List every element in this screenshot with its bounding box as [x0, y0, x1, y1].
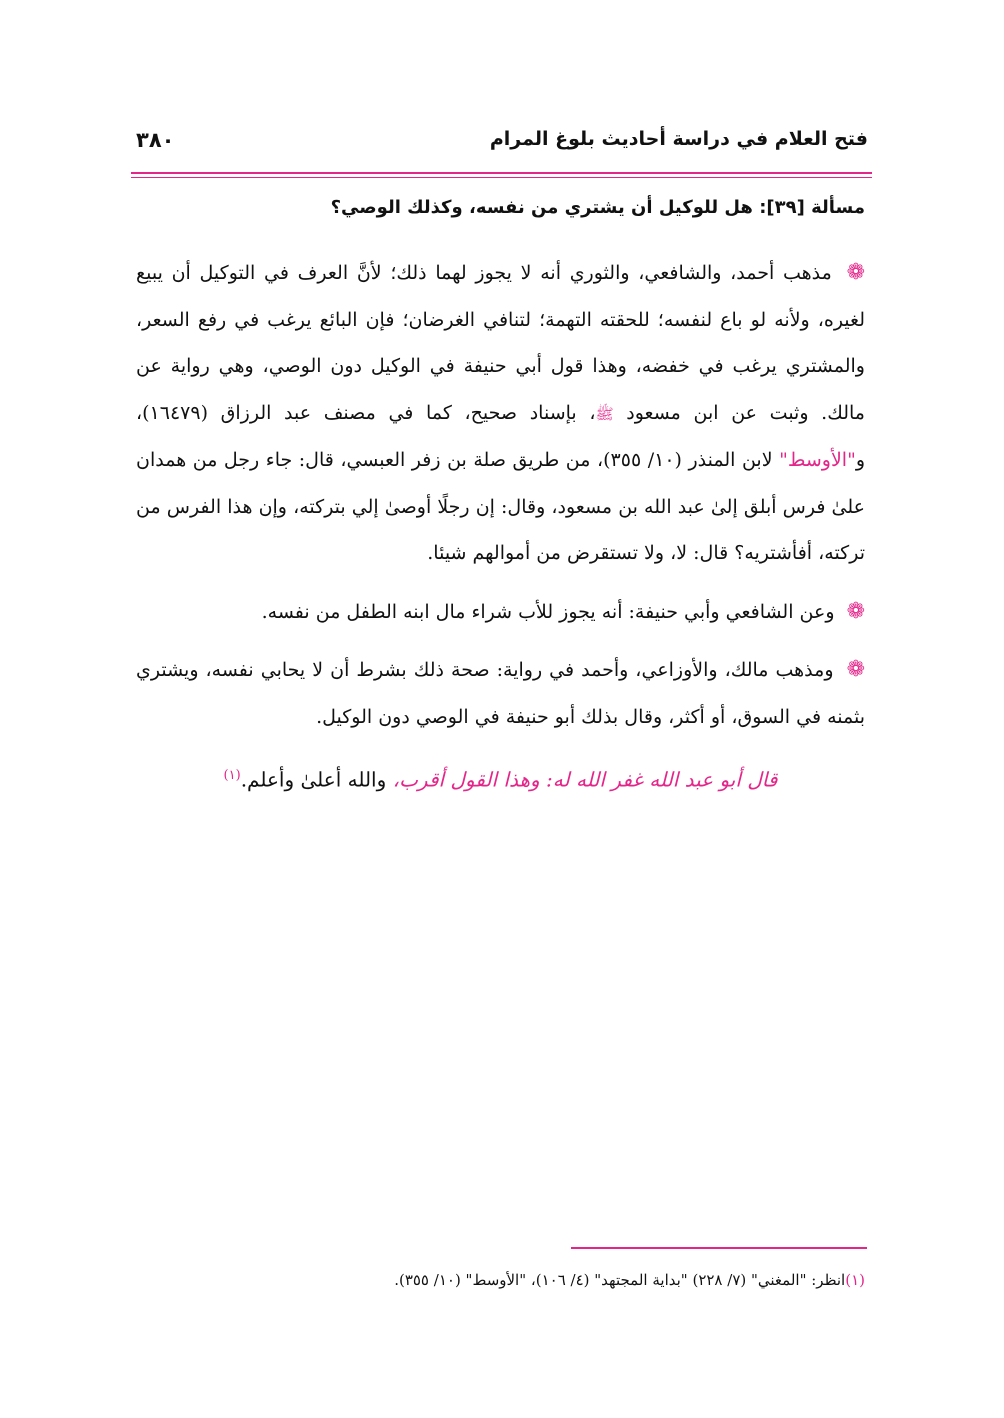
- flower-ornament-icon: ❁: [846, 260, 866, 285]
- paragraph-3-text: ومذهب مالك، والأوزاعي، وأحمد في رواية: صحة ذلك بشرط أن لا يحابي نفسه، ويشتري بثمنه في السوق، أو أكثر، وقال بذلك أبو حنيفة في الوصي دون الوكيل.: [136, 659, 865, 728]
- paragraph-2: [136, 589, 865, 636]
- footnote-reference[interactable]: (١): [223, 768, 241, 783]
- paragraph-1: [136, 250, 865, 577]
- main-text: [136, 190, 865, 800]
- paragraph-3: [136, 647, 865, 740]
- flower-ornament-icon: ❁: [846, 657, 865, 682]
- page-number: ٣٨٠: [136, 128, 175, 152]
- closing-statement: [136, 756, 865, 800]
- paragraph-2-text: وعن الشافعي وأبي حنيفة: أنه يجوز للأب شراء مال ابنه الطفل من نفسه.: [261, 600, 835, 623]
- footnote-text: انظر: "المغني" (٧/ ٢٢٨) "بداية المجتهد" (٤/ ١٠٦)، "الأوسط" (١٠/ ٣٥٥).: [394, 1271, 846, 1289]
- paragraph-1-text-b: ، بإسناد صحيح، كما في مصنف عبد الرزاق (١٦٤٧٩)، و: [136, 401, 865, 471]
- honorific-icon: ﷺ: [595, 404, 614, 423]
- issue-label: مسألة [٣٩]:: [759, 197, 865, 218]
- section-heading: [136, 190, 865, 226]
- flower-ornament-icon: ❁: [846, 598, 865, 624]
- footnote-number: (١): [845, 1271, 865, 1289]
- closing-end: والله أعلىٰ وأعلم.: [240, 767, 393, 792]
- author-remark: قال أبو عبد الله غفر الله له:: [546, 767, 778, 792]
- issue-question: هل للوكيل أن يشتري من نفسه، وكذلك الوصي؟: [330, 197, 753, 218]
- book-title-quote: "الأوسط": [779, 449, 856, 471]
- footnote-separator: [571, 1247, 867, 1249]
- footnote: [136, 1268, 865, 1292]
- paragraph-1-text-c: لابن المنذر (١٠/ ٣٥٥)، من طريق صلة بن زفر العبسي، قال: جاء رجل من همدان علىٰ فرس أبلق إلىٰ عبد الله بن مسعود، وقال: إن رجلًا أوصىٰ إلي بتركته، وإن هذا الفرس من تركته، أفأشتريه؟ قال: لا، ولا تستقرض من أموالهم شيئا.: [136, 449, 865, 564]
- running-header: [136, 128, 868, 162]
- header-rule-thick: [131, 172, 872, 174]
- paragraph-1-text-a: مذهب أحمد، والشافعي، والثوري أنه لا يجوز لهما ذلك؛ لأنَّ العرف في التوكيل أن يبيع لغيره، ولأنه لو باع لنفسه؛ للحقته التهمة؛ لتنافي الغرضان؛ فإن البائع يرغب في رفع السعر، والمشتري يرغب في خفضه، وهذا قول أبي حنيفة في الوكيل دون الوصي، وهي رواية عن مالك. وثبت عن ابن مسعود: [136, 262, 865, 424]
- author-opinion: وهذا القول أقرب،: [392, 767, 540, 792]
- running-title: فتح العلام في دراسة أحاديث بلوغ المرام: [489, 128, 868, 150]
- header-rule-thin: [131, 177, 872, 178]
